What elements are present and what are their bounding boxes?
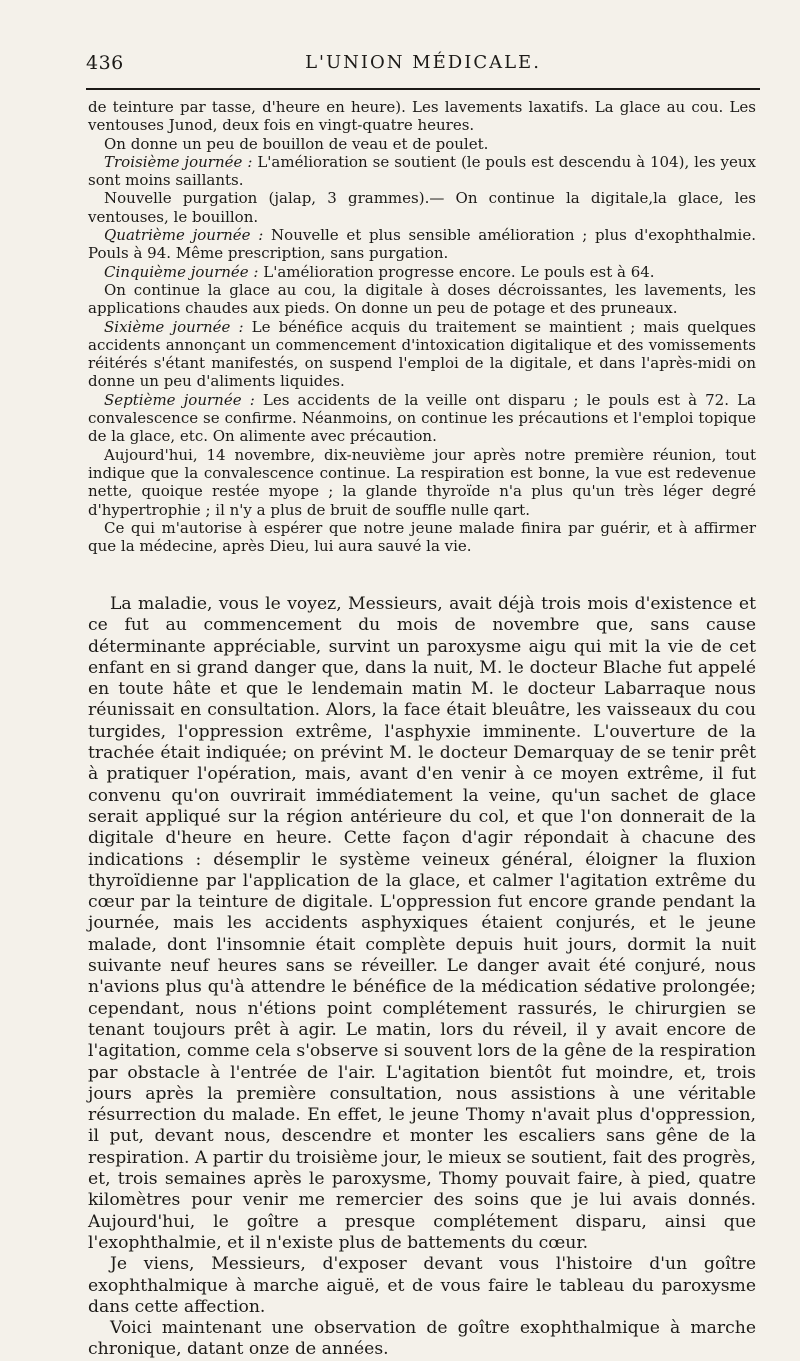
day-label: Quatrième journée : (104, 226, 264, 245)
note-paragraph: Ce qui m'autorise à espérer que notre jeune malade finira par guérir, et à affirmer que la médecine, après Dieu, lui aura sauvé la vie. (88, 518, 756, 556)
day-label: Troisième journée : (104, 152, 253, 171)
page-header (86, 48, 760, 78)
note-paragraph: Troisième journée : L'amélioration se soutient (le pouls est descendu à 104), les yeux sont moins saillants. (88, 152, 756, 190)
page-number: 436 (86, 52, 124, 74)
note-paragraph: On donne un peu de bouillon de veau et de poulet. (104, 134, 489, 153)
note-paragraph: Aujourd'hui, 14 novembre, dix-neuvième jour après notre première réunion, tout indique que la convalescence continue. La respiration est bonne, la vue est redevenue nette, quoique restée myope ; la glande thyroïde n'a plus qu'un très léger degré d'hypertrophie ; il n'y a plus de bruit de souffle nulle qart. (88, 445, 756, 519)
note-paragraph: Septième journée : Les accidents de la veille ont disparu ; le pouls est à 72. La convalescence se confirme. Néanmoins, on continue les précautions et l'emploi topique de la glace, etc. On alimente avec précaution. (88, 390, 756, 446)
running-title: L'UNION MÉDICALE. (305, 52, 541, 73)
note-paragraph: Sixième journée : Le bénéfice acquis du traitement se maintient ; mais quelques accidents annonçant un commencement d'intoxication digitalique et des vomissements réitérés s'étant manifestés, on suspend l'emploi de la digitale, et dans l'après-midi on donne un peu d'aliments liquides. (88, 317, 756, 391)
note-paragraph: Quatrième journée : Nouvelle et plus sensible amélioration ; plus d'exophthalmie. Pouls à 94. Même prescription, sans purgation. (88, 226, 756, 263)
header-rule (86, 88, 760, 90)
clinical-notes (88, 98, 756, 555)
lecture-text (88, 594, 756, 1361)
body-paragraph: La maladie, vous le voyez, Messieurs, avait déjà trois mois d'existence et ce fut au commencement du mois de novembre que, sans cause déterminante appréciable, survint un paroxysme aigu qui mit la vie de cet enfant en si grand danger que, dans la nuit, M. le docteur Blache fut appelé en toute hâte et que le lendemain matin M. le docteur Labarraque nous réunissait en consultation. Alors, la face était bleuâtre, les vaisseaux du cou turgides, l'oppression extrême, l'asphyxie imminente. L'ouverture de la trachée était indiquée; on prévint M. le docteur Demarquay de se tenir prêt à pratiquer l'opération, mais, avant d'en venir à ce moyen extrême, il fut convenu qu'on ouvrirait immédiatement la veine, qu'un sachet de glace serait appliqué sur la région antérieure du col, et que l'on donnerait de la digitale d'heure en heure. Cette façon d'agir répondait à chacune des indications : désemplir le système veineux général, éloigner la fluxion thyroïdienne par l'application de la glace, et calmer l'agitation extrême du cœur par la teinture de digitale. L'oppression fut encore grande pendant la journée, mais les accidents asphyxiques étaient conjurés, et le jeune malade, dont l'insomnie était complète depuis huit jours, dormit la nuit suivante neuf heures sans se réveiller. Le danger avait été conjuré, nous n'avions plus qu'à attendre le bénéfice de la médication sédative prolongée; cependant, nous n'étions point complétement rassurés, le chirurgien se tenant toujours prêt à agir. Le matin, lors du réveil, il y avait encore de l'agitation, comme cela s'observe si souvent lors de la gêne de la respiration par obstacle à l'entrée de l'air. L'agitation bientôt fut moindre, et, trois jours après la première consultation, nous assistions à une véritable résurrection du malade. En effet, le jeune Thomy n'avait plus d'oppression, il put, devant nous, descendre et monter les escaliers sans gêne de la respiration. A partir du troisième jour, le mieux se soutient, fait des progrès, et, trois semaines après le paroxysme, Thomy pouvait faire, à pied, quatre kilomètres pour venir me remercier des soins que je lui avais donnés. Aujourd'hui, le goître a presque complétement disparu, ainsi que l'exophthalmie, et il n'existe plus de battements du cœur. (88, 594, 756, 1253)
note-paragraph: de teinture par tasse, d'heure en heure). Les lavements laxatifs. La glace au cou. Les ventouses Junod, deux fois en vingt-quatre heures. (88, 98, 756, 135)
body-paragraph: Voici maintenant une observation de goître exophthalmique à marche chronique, datant onze de années. (88, 1318, 756, 1360)
note-paragraph: Nouvelle purgation (jalap, 3 grammes).— On continue la digitale,la glace, les ventouses, le bouillon. (88, 189, 756, 226)
note-paragraph: On continue la glace au cou, la digitale à doses décroissantes, les lavements, les applications chaudes aux pieds. On donne un peu de potage et des pruneaux. (88, 280, 756, 318)
body-paragraph: Je viens, Messieurs, d'exposer devant vous l'histoire d'un goître exophthalmique à marche aiguë, et de vous faire le tableau du paroxysme dans cette affection. (88, 1254, 756, 1317)
note-paragraph: Cinquième journée : L'amélioration progresse encore. Le pouls est à 64. (104, 262, 655, 281)
day-label: Septième journée : (104, 390, 255, 409)
day-label: Cinquième journée : (104, 262, 259, 281)
day-label: Sixième journée : (104, 317, 244, 336)
